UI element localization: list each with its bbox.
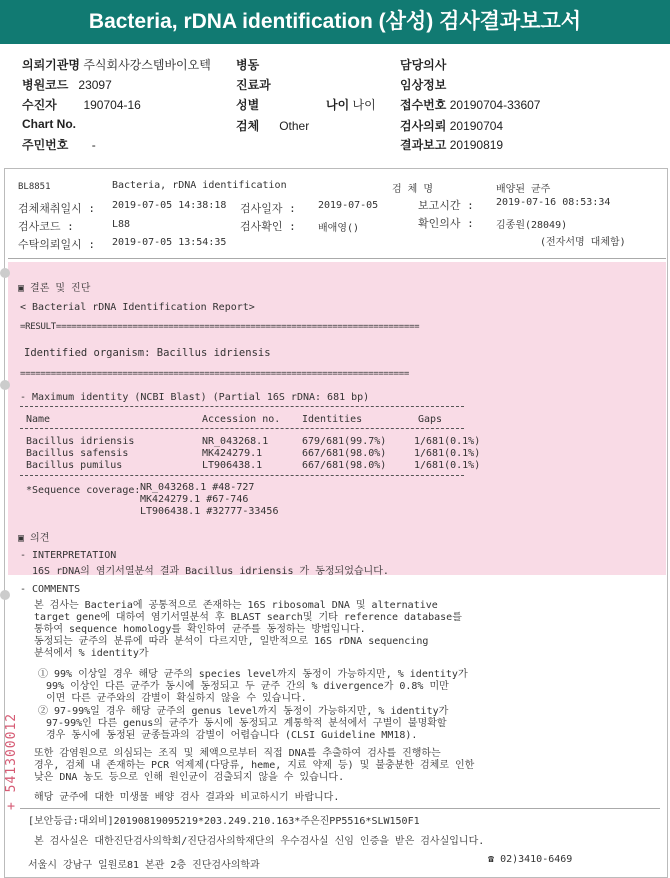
row-identities: 667/681(98.0%) [302,460,387,471]
punch-hole [0,268,10,278]
test-code: BL8851 [18,182,51,192]
opinion-section-title: ▣ 의견 [18,533,50,544]
row-accession: MK424279.1 [202,448,263,459]
request-field: 검사의뢰 20190704 [400,119,504,133]
punch-hole [0,380,10,390]
age-field: 나이 나이 [326,98,376,112]
report-title: Bacteria, rDNA identification (삼성) 검사결과보고서 [0,0,670,44]
row-identities: 667/681(98.0%) [302,448,387,459]
esign-note: (전자서명 대체함) [540,237,626,248]
doctor-field: 담당의사 [400,58,447,72]
row-accession: LT906438.1 [202,460,263,471]
divider [8,258,666,259]
closing-line: 해당 균주에 대한 미생물 배양 검사 결과와 비교하시기 바랍니다. [34,792,340,803]
ward-field: 병동 [236,58,260,72]
specimen-field: 검체 Other [236,119,310,133]
specimen-value: 배양된 균주 [496,184,551,195]
specimen-label: 검 체 명 [392,184,434,195]
comments-title: - COMMENTS [20,584,81,595]
col-accession: Accession no. [202,414,281,425]
comment-line: 본 검사는 Bacteria에 공통적으로 존재하는 16S ribosomal DNA 및 alternative [34,600,438,611]
table-rule-bottom [20,475,464,476]
table-rule-mid [20,428,464,429]
chart-field: Chart No. [22,117,76,131]
coverage-line: MK424279.1 #67-746 [140,494,249,505]
row-identities: 679/681(99.7%) [302,436,387,447]
hospcode-field: 병원코드 23097 [22,78,112,92]
interpretation-title: - INTERPRETATION [20,550,117,561]
id-field: 주민번호 - [22,138,96,152]
comment-line: 통하여 sequence homology를 확인하여 균주를 동정하는 방법입니다. [34,624,366,635]
comment-line: target gene에 대하여 염기서열분석 후 BLAST search및 기타 reference database를 [34,612,462,623]
item1-line: 이면 다른 균주와의 감별이 확실하지 않을 수 있습니다. [46,693,307,704]
confirm-value: 배애영() [318,223,360,234]
report-time-value: 2019-07-16 08:53:34 [496,197,611,208]
row-accession: NR_043268.1 [202,436,269,447]
test-date-value: 2019-07-05 [318,200,379,211]
col-gaps: Gaps [418,414,443,425]
table-rule-top [20,406,464,407]
coverage-label: *Sequence coverage: [26,485,141,496]
physician-value: 김종원(28049) [496,220,568,231]
row-name: Bacillus pumilus [26,460,123,471]
report-field: 결과보고 20190819 [400,138,504,152]
col-identities: Identities [302,414,363,425]
item2-line: 경우 동시에 동정된 균종들과의 감별이 어렵습니다 (CLSI Guideline MM18). [46,730,418,741]
patient-field: 수진자 190704-16 [22,98,141,112]
report-heading: < Bacterial rDNA Identification Report> [20,302,255,313]
interpretation-text: 16S rDNA의 염기서열분석 결과 Bacillus idriensis 가 동정되었습니다. [32,566,389,577]
identified-organism: Identified organism: Bacillus idriensis [24,347,271,359]
collect-value: 2019-07-05 14:38:18 [112,200,227,211]
received-label: 수탁의뢰일시 : [18,238,96,251]
extra-line: 경우, 검체 내 존재하는 PCR 억제제(다당류, heme, 지료 약제 등) 및 불충분한 검체로 인한 [34,760,475,771]
coverage-line: NR_043268.1 #48-727 [140,482,255,493]
collect-label: 검체채취일시 : [18,202,96,215]
coverage-line: LT906438.1 #32777-33456 [140,506,279,517]
max-identity: - Maximum identity (NCBI Blast) (Partial 16S rDNA: 681 bp) [20,392,370,403]
testcode-value: L88 [112,219,131,230]
result-line: =RESULT======================================================================= [20,322,420,332]
clinical-field: 임상정보 [400,78,447,92]
physician-label: 확인의사 : [418,217,474,230]
dept-field: 진료과 [236,78,271,92]
testcode-label: 검사코드 : [18,220,74,233]
comment-line: 분석에서 % identity가 [34,648,149,659]
row-gaps: 1/681(0.1%) [414,448,481,459]
org-field: 의뢰기관명 주식회사강스템바이오텍 [22,58,211,72]
security-line: [보안등급:대외비]20190819095219*203.249.210.163*주은진PP5516*SLW150F1 [28,816,420,827]
stamp-number: + 541300012 [4,712,19,810]
extra-line: 낮은 DNA 농도 등으로 인해 원인균이 검출되지 않을 수 있습니다. [34,772,345,783]
row-name: Bacillus idriensis [26,436,135,447]
row-gaps: 1/681(0.1%) [414,436,481,447]
phone: ☎ 02)3410-6469 [488,854,573,865]
test-date-label: 검사일자 : [240,202,296,215]
footer-divider [20,808,660,809]
row-gaps: 1/681(0.1%) [414,460,481,471]
confirm-label: 검사확인 : [240,220,296,233]
row-name: Bacillus safensis [26,448,129,459]
certification-line: 본 검사실은 대한진단검사의학회/진단검사의학재단의 우수검사실 신임 인증을 받은 검사실입니다. [34,836,485,847]
item2-line: ② 97-99%일 경우 해당 균주의 genus level까지 동정이 가능하지만, % identity가 [38,706,449,717]
received-value: 2019-07-05 13:54:35 [112,237,227,248]
extra-line: 또한 감염원으로 의심되는 조직 및 체액으로부터 직접 DNA를 추출하여 검사를 진행하는 [34,748,441,759]
punch-hole [0,590,10,600]
test-name: Bacteria, rDNA identification [112,180,287,191]
item1-line: 99% 이상인 다른 균주가 동시에 동정되고 두 균주 간의 % divergence가 0.8% 미만 [46,681,449,692]
report-time-label: 보고시간 : [418,199,474,212]
item1-line: ① 99% 이상일 경우 해당 균주의 species level까지 동정이 가능하지만, % identity가 [38,669,468,680]
eq-line: ============================================================================ [20,369,410,379]
comment-line: 동정되는 균주의 분류에 따라 분석이 다르지만, 일반적으로 16S rDNA sequencing [34,636,429,647]
address-line: 서울시 강남구 일원로81 본관 2층 진단검사의학과 [28,860,260,871]
sex-field: 성별 [236,98,260,112]
reception-field: 접수번호 20190704-33607 [400,98,541,112]
item2-line: 97-99%인 다른 genus의 균주가 동시에 동정되고 계통학적 분석에서 구별이 불명확할 [46,718,447,729]
result-section-title: ▣ 결론 및 진단 [18,283,91,294]
col-name: Name [26,414,51,425]
phone-icon: ☎ [488,854,495,865]
